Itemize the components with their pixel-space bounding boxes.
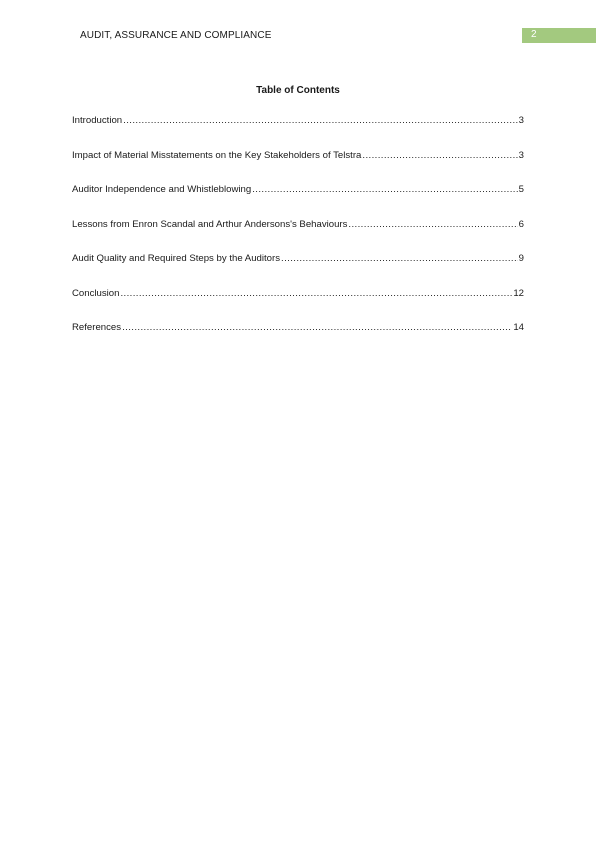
toc-title: Table of Contents [256, 85, 340, 96]
toc-entry-enron-lessons[interactable] [72, 219, 524, 232]
toc-entry-page: 14 [513, 322, 524, 333]
page-number: 2 [531, 29, 537, 40]
toc-entry-introduction[interactable] [72, 115, 524, 128]
toc-entry-label: Audit Quality and Required Steps by the Auditors [72, 253, 280, 264]
table-of-contents [72, 115, 524, 357]
toc-entry-label: Lessons from Enron Scandal and Arthur Andersons's Behaviours [72, 218, 348, 230]
toc-entry-audit-quality[interactable] [72, 253, 524, 266]
toc-entry-page: 3 [518, 115, 524, 126]
toc-dot-leader [281, 253, 518, 264]
toc-entry-label: Impact of Material Misstatements on the Key Stakeholders of Telstra [72, 149, 362, 161]
toc-entry-page: 3 [518, 149, 524, 161]
toc-entry-conclusion[interactable] [72, 288, 524, 301]
toc-dot-leader [123, 115, 518, 126]
toc-entry-label: Conclusion [72, 287, 120, 299]
toc-dot-leader [362, 150, 517, 161]
toc-dot-leader [120, 288, 512, 299]
toc-entry-material-misstatements[interactable] [72, 150, 524, 163]
page-number-box [522, 28, 596, 43]
toc-entry-page: 6 [518, 218, 524, 230]
header-title: AUDIT, ASSURANCE AND COMPLIANCE [80, 30, 272, 41]
toc-entry-references[interactable] [72, 322, 524, 335]
toc-entry-page: 9 [518, 253, 524, 264]
toc-entry-label: Introduction [72, 115, 123, 126]
toc-entry-page: 5 [518, 184, 524, 195]
toc-entry-page: 12 [513, 287, 524, 299]
toc-entry-label: References [72, 322, 122, 333]
toc-entry-label: Auditor Independence and Whistleblowing [72, 184, 252, 195]
toc-dot-leader [122, 322, 512, 333]
toc-dot-leader [252, 184, 517, 195]
toc-entry-auditor-independence[interactable] [72, 184, 524, 197]
page-header [0, 28, 596, 44]
toc-dot-leader [348, 219, 517, 230]
